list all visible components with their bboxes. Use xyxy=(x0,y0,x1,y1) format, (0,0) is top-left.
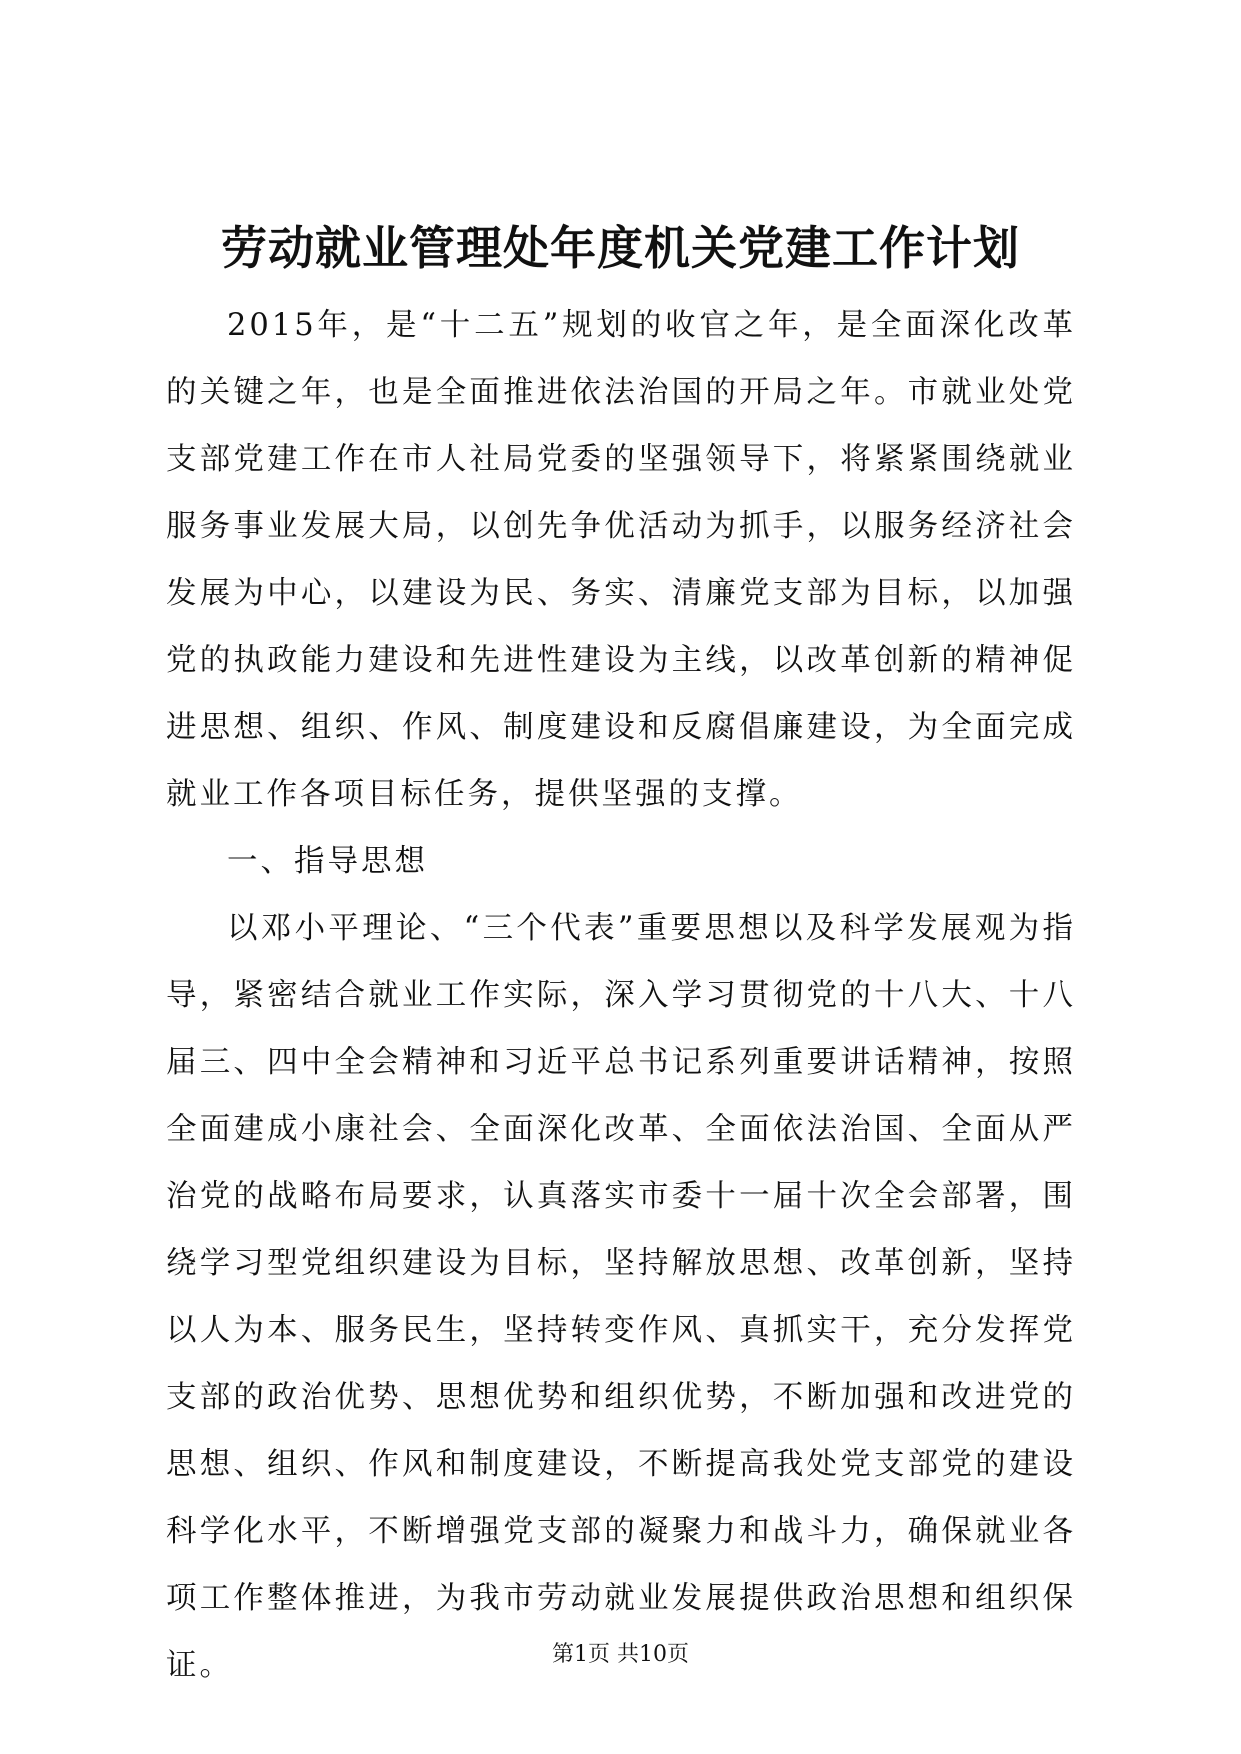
intro-paragraph: 2015年，是“十二五”规划的收官之年，是全面深化改革的关键之年，也是全面推进依法治国的开局之年。市就业处党支部党建工作在市人社局党委的坚强领导下，将紧紧围绕就业服务事业发展大局，以创先争优活动为抓手，以服务经济社会发展为中心，以建设为民、务实、清廉党支部为目标，以加强党的执政能力建设和先进性建设为主线，以改革创新的精神促进思想、组织、作风、制度建设和反腐倡廉建设，为全面完成就业工作各项目标任务，提供坚强的支撑。 xyxy=(166,308,1076,812)
document-body xyxy=(166,292,1076,1699)
guiding-ideology-paragraph: 以邓小平理论、“三个代表”重要思想以及科学发展观为指导，紧密结合就业工作实际，深入学习贯彻党的十八大、十八届三、四中全会精神和习近平总书记系列重要讲话精神，按照全面建成小康社会、全面深化改革、全面依法治国、全面从严治党的战略布局要求，认真落实市委十一届十次全会部署，围绕学习型党组织建设为目标，坚持解放思想、改革创新，坚持以人为本、服务民生，坚持转变作风、真抓实干，充分发挥党支部的政治优势、思想优势和组织优势，不断加强和改进党的思想、组织、作风和制度建设，不断提高我处党支部党的建设科学化水平，不断增强党支部的凝聚力和战斗力，确保就业各项工作整体推进，为我市劳动就业发展提供政治思想和组织保证。 xyxy=(166,911,1076,1683)
document-title: 劳动就业管理处年度机关党建工作计划 xyxy=(221,221,1020,275)
page-number-footer: 第1页 共10页 xyxy=(552,1642,689,1667)
section-heading-guiding-ideology: 一、指导思想 xyxy=(227,844,428,879)
